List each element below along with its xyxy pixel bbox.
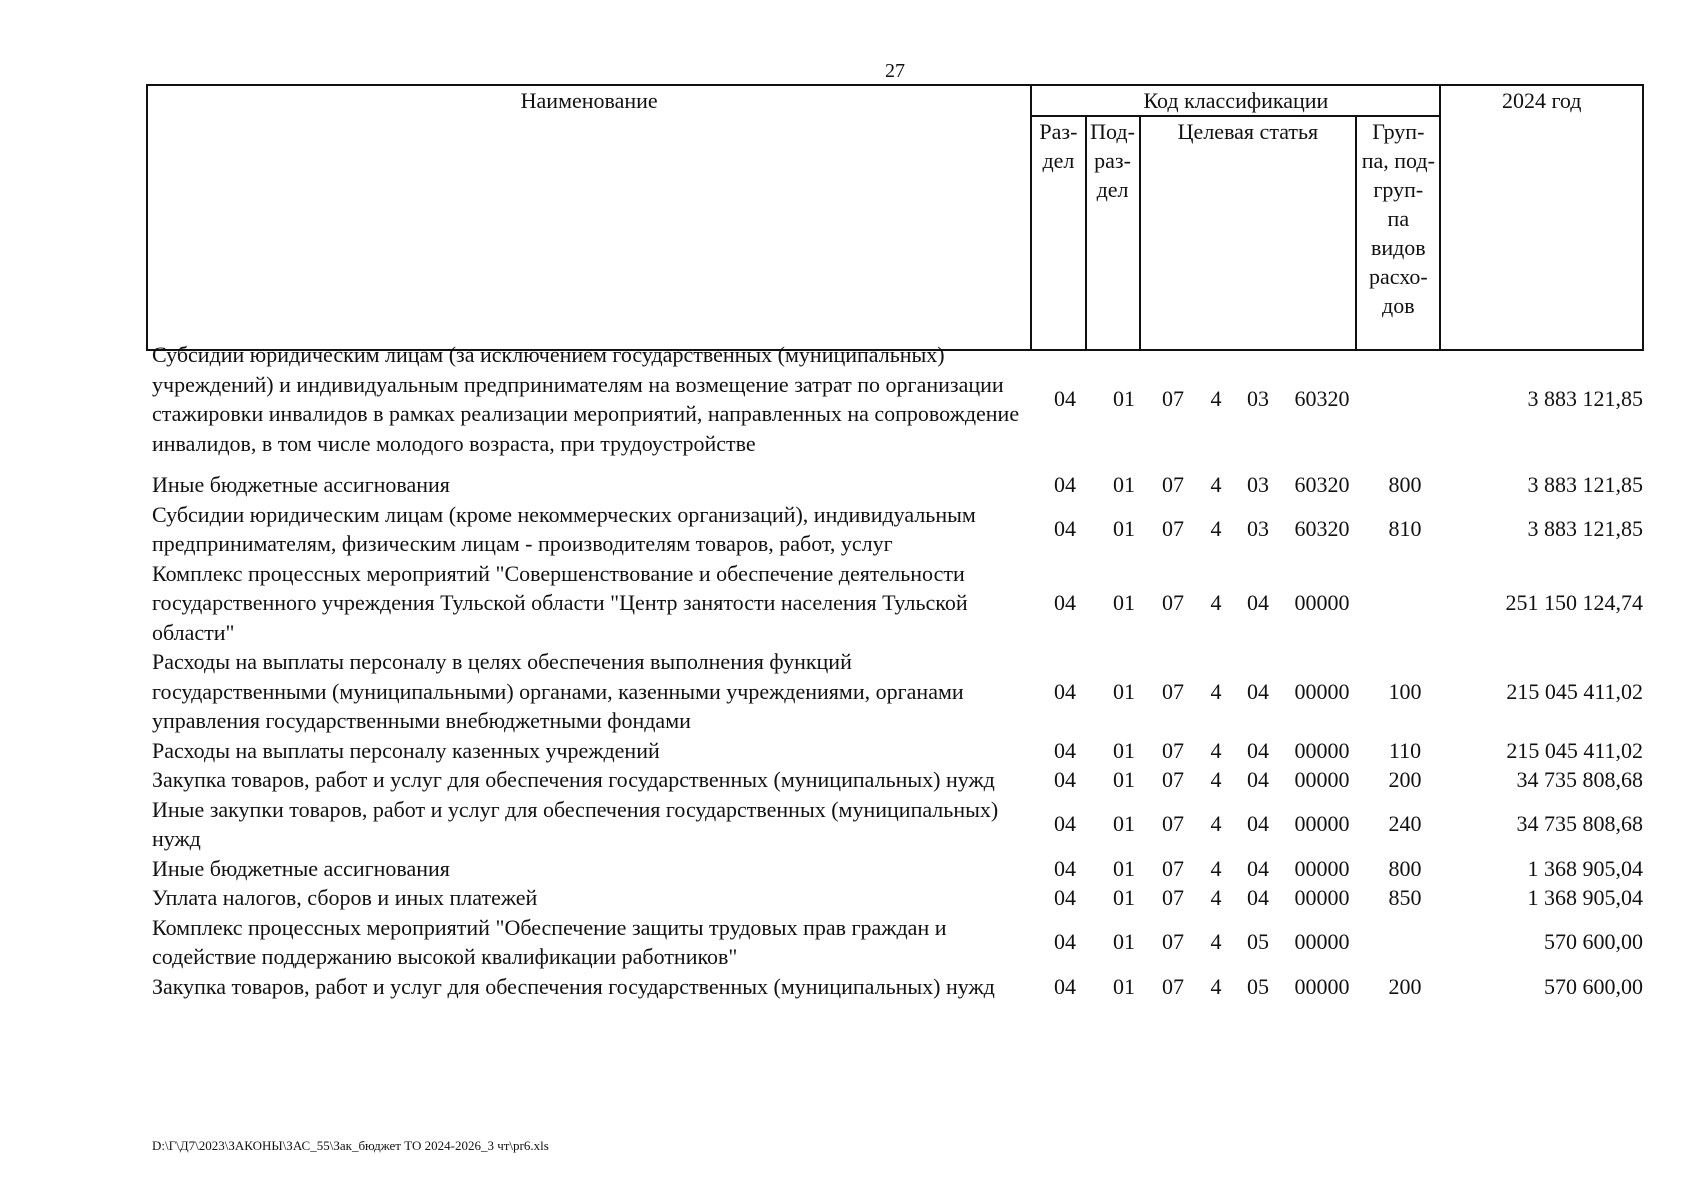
table-body: [152, 340, 1647, 1001]
header-gruppa: Груп- па, под- груп- па видов расхо- дов: [1356, 116, 1440, 350]
row-podrazdel: 01: [1113, 472, 1135, 497]
row-razdel: 04: [1054, 973, 1076, 999]
row-razdel: 04: [1054, 929, 1076, 955]
table-row: [152, 972, 1647, 1002]
row-name: Закупка товаров, работ и услуг для обеспечения государственных (муниципальных) нужд: [152, 767, 995, 792]
row-cs2: 4: [1210, 516, 1222, 542]
row-name: Иные закупки товаров, работ и услуг для обеспечения государственных (муниципальных) нужд: [152, 796, 999, 851]
row-sum: 215 045 411,02: [1506, 737, 1643, 763]
row-podrazdel: 01: [1113, 590, 1135, 615]
row-cs1: 07: [1162, 678, 1184, 704]
row-cs3: 04: [1247, 590, 1269, 615]
row-sum: 34 735 808,68: [1516, 767, 1643, 792]
row-podrazdel: 01: [1113, 885, 1135, 910]
row-name: Комплекс процессных мероприятий "Совершенствование и обеспечение деятельности государственного учреждения Тульской области "Центр занятости населения Тульской области": [152, 560, 968, 645]
row-vr: 800: [1388, 472, 1422, 497]
row-cs3: 04: [1247, 811, 1269, 837]
row-razdel: 04: [1054, 855, 1076, 881]
row-cs2: 4: [1210, 678, 1222, 704]
row-cs4: 60320: [1294, 516, 1350, 542]
row-cs2: 4: [1210, 973, 1222, 999]
table-row: [152, 559, 1647, 648]
row-vr: 800: [1388, 855, 1422, 881]
row-podrazdel: 01: [1113, 386, 1135, 412]
table-row: [152, 854, 1647, 884]
row-razdel: 04: [1054, 516, 1076, 542]
row-cs3: 03: [1247, 386, 1269, 412]
header-year: 2024 год: [1440, 85, 1643, 350]
row-cs1: 07: [1162, 386, 1184, 412]
row-cs4: 00000: [1294, 973, 1350, 999]
row-name: Расходы на выплаты персоналу в целях обеспечения выполнения функций государственными (муниципальными) органами, казенными учреждениями, органами управления государственными внебюджетными фондами: [152, 649, 964, 733]
row-razdel: 04: [1054, 811, 1076, 837]
row-cs3: 05: [1247, 929, 1269, 955]
row-cs2: 4: [1210, 929, 1222, 955]
row-cs1: 07: [1162, 811, 1184, 837]
table-row: [152, 340, 1647, 458]
row-name: Иные бюджетные ассигнования: [152, 855, 450, 881]
row-cs2: 4: [1210, 811, 1222, 837]
row-razdel: 04: [1054, 386, 1076, 412]
row-cs4: 00000: [1294, 811, 1350, 837]
row-cs1: 07: [1162, 767, 1184, 792]
row-cs3: 04: [1247, 767, 1269, 792]
row-name: Закупка товаров, работ и услуг для обеспечения государственных (муниципальных) нужд: [152, 973, 995, 999]
row-cs1: 07: [1162, 737, 1184, 763]
row-vr: 110: [1388, 737, 1422, 763]
row-cs2: 4: [1210, 885, 1222, 910]
header-razdel: Раз- дел: [1031, 116, 1085, 350]
row-cs4: 00000: [1294, 590, 1350, 615]
row-sum: 570 600,00: [1544, 929, 1643, 955]
row-podrazdel: 01: [1113, 737, 1135, 763]
row-name: Субсидии юридическим лицам (кроме некоммерческих организаций), индивидуальным предпринимателям, физическим лицам - производителям товаров, работ, услуг: [152, 501, 976, 556]
row-cs4: 00000: [1294, 678, 1350, 704]
header-podrazdel: Под- раз- дел: [1086, 116, 1140, 350]
row-cs2: 4: [1210, 472, 1222, 497]
row-cs1: 07: [1162, 590, 1184, 615]
row-sum: 3 883 121,85: [1527, 516, 1643, 542]
row-podrazdel: 01: [1113, 973, 1135, 999]
row-podrazdel: 01: [1113, 516, 1135, 542]
row-cs1: 07: [1162, 973, 1184, 999]
row-cs4: 00000: [1294, 737, 1350, 763]
row-sum: 1 368 905,04: [1527, 885, 1643, 910]
row-vr: 810: [1388, 516, 1422, 542]
table-row: [152, 736, 1647, 766]
row-vr: 200: [1388, 973, 1422, 999]
row-vr: 100: [1388, 678, 1422, 704]
row-vr: 240: [1388, 811, 1422, 837]
row-razdel: 04: [1054, 737, 1076, 763]
table-row: [152, 883, 1647, 913]
table-row: [152, 913, 1647, 972]
row-razdel: 04: [1054, 767, 1076, 792]
row-cs4: 00000: [1294, 885, 1350, 910]
table-header: [146, 84, 1644, 351]
row-cs4: 60320: [1294, 386, 1350, 412]
row-cs3: 04: [1247, 678, 1269, 704]
row-cs3: 03: [1247, 472, 1269, 497]
row-cs3: 04: [1247, 737, 1269, 763]
row-cs2: 4: [1210, 386, 1222, 412]
table-row: [152, 795, 1647, 854]
row-name: Иные бюджетные ассигнования: [152, 472, 450, 497]
row-cs3: 04: [1247, 885, 1269, 910]
row-sum: 1 368 905,04: [1527, 855, 1643, 881]
row-sum: 3 883 121,85: [1527, 472, 1643, 497]
row-podrazdel: 01: [1113, 811, 1135, 837]
row-cs2: 4: [1210, 737, 1222, 763]
row-sum: 570 600,00: [1544, 973, 1643, 999]
row-cs2: 4: [1210, 855, 1222, 881]
row-razdel: 04: [1054, 590, 1076, 615]
file-path-footer: D:\Г\Д7\2023\ЗАКОНЫ\ЗАС_55\Зак_бюджет ТО 2024-2026_3 чт\pr6.xls: [152, 1138, 549, 1153]
row-name: Уплата налогов, сборов и иных платежей: [152, 885, 538, 910]
row-cs2: 4: [1210, 590, 1222, 615]
row-razdel: 04: [1054, 678, 1076, 704]
row-sum: 34 735 808,68: [1516, 811, 1643, 837]
row-cs2: 4: [1210, 767, 1222, 792]
row-cs1: 07: [1162, 929, 1184, 955]
row-cs4: 00000: [1294, 929, 1350, 955]
row-podrazdel: 01: [1113, 929, 1135, 955]
row-vr: 850: [1388, 885, 1422, 910]
row-podrazdel: 01: [1113, 767, 1135, 792]
row-cs1: 07: [1162, 516, 1184, 542]
row-name: Субсидии юридическим лицам (за исключением государственных (муниципальных) учреждений) и индивидуальным предпринимателям на возмещение затрат по организации стажировки инвалидов в рамках реализации мероприятий, направленных на сопровождение инвалидов, в том числе молодого возраста, при трудоустройстве: [152, 342, 1020, 456]
row-name: Расходы на выплаты персоналу казенных учреждений: [152, 737, 660, 763]
table-row: [152, 470, 1647, 500]
row-podrazdel: 01: [1113, 678, 1135, 704]
row-cs4: 60320: [1294, 472, 1350, 497]
table-row: [152, 500, 1647, 559]
row-sum: 215 045 411,02: [1506, 678, 1643, 704]
row-cs3: 05: [1247, 973, 1269, 999]
row-cs4: 00000: [1294, 855, 1350, 881]
row-cs1: 07: [1162, 885, 1184, 910]
row-sum: 3 883 121,85: [1527, 386, 1643, 412]
table-row: [152, 765, 1647, 795]
row-cs1: 07: [1162, 472, 1184, 497]
header-name: Наименование: [147, 85, 1031, 350]
row-vr: 200: [1388, 767, 1422, 792]
row-cs4: 00000: [1294, 767, 1350, 792]
row-sum: 251 150 124,74: [1505, 590, 1643, 615]
row-razdel: 04: [1054, 885, 1076, 910]
row-cs3: 03: [1247, 516, 1269, 542]
row-name: Комплекс процессных мероприятий "Обеспечение защиты трудовых прав граждан и содействие поддержанию высокой квалификации работников": [152, 914, 947, 969]
header-celevaya-statya: Целевая статья: [1140, 116, 1357, 350]
row-cs1: 07: [1162, 855, 1184, 881]
header-code: Код классификации: [1031, 85, 1440, 116]
table-row: [152, 647, 1647, 736]
row-podrazdel: 01: [1113, 855, 1135, 881]
row-cs3: 04: [1247, 855, 1269, 881]
row-razdel: 04: [1054, 472, 1076, 497]
